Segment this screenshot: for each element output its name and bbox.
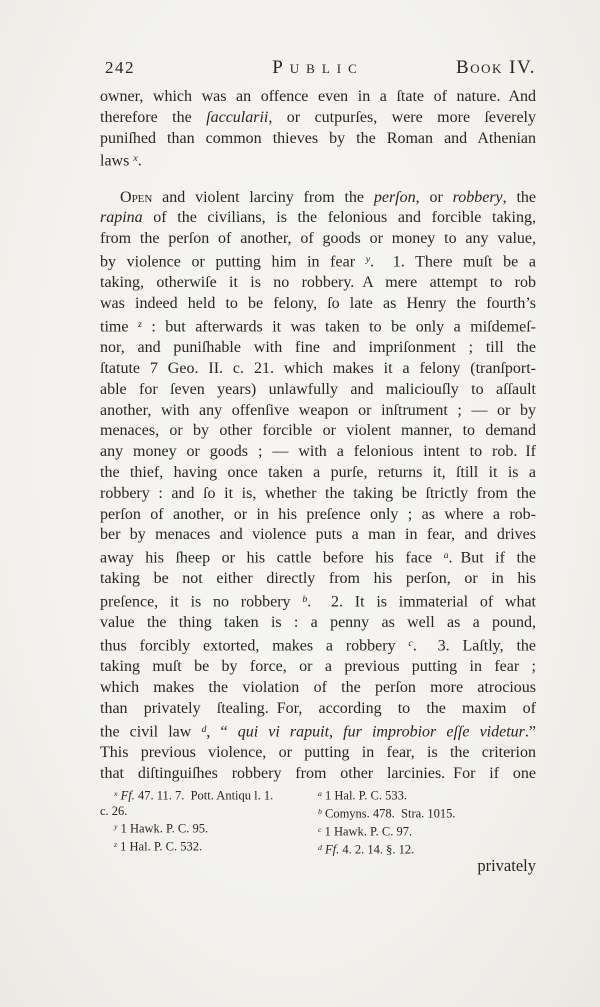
text-segment: , or cutpurſes, were more ſeverely [268,108,537,126]
text-line [100,294,536,315]
page-number: 242 [105,58,135,77]
text-segment: the civil law [100,723,202,741]
text-segment: c. 26. [100,803,128,818]
footnote-marker: b [318,806,322,816]
footnotes-left-column [100,786,318,858]
text-line [100,786,318,804]
text-segment: value the thing taken is : a penny as well as a pound, [100,614,536,632]
text-line [100,546,536,569]
text-line [100,250,536,273]
paragraph-robbery [100,188,536,785]
text-line [100,484,536,505]
text-line [100,108,536,129]
text-line [100,401,536,422]
footnote-marker: a [443,550,449,562]
text-segment: by violence or putting him in fear [100,253,366,271]
text-segment: owner, which was an offence even in a ſtate of nature. And [100,88,536,105]
text-line [100,743,536,764]
small-caps-text: ublic [289,57,364,78]
text-segment: away his ſheep or his cattle before his face [100,549,444,567]
text-line [100,678,536,699]
text-line [318,840,536,858]
text-segment: , the [502,188,537,206]
text-segment: therefore the [100,108,207,126]
text-segment: 1 Hal. P. C. 532. [117,839,203,854]
text-line [100,315,536,338]
text-segment: which makes the violation of the perſon more atrocious [100,679,536,697]
text-line [318,786,536,804]
text-segment: any money or goods ; — with a felonious intent to rob. If [100,443,536,461]
text-line [100,338,536,359]
text-segment: . 1. There muſt be a [370,253,536,271]
text-line [100,463,536,484]
footnote-marker: c [408,638,413,650]
small-caps-text: pen [131,188,153,206]
text-segment: . [137,152,142,170]
text-segment: the thief, having once taken a purſe, returns it, ſtill it is a [100,463,536,481]
body-text-block [100,87,536,785]
catchword: privately [477,856,536,875]
text-segment: . 3. Laſtly, the [412,637,536,655]
text-segment: of the civilians, is the felonious and forcible taking, [142,209,536,227]
text-segment: preſence, it is no robbery [100,593,303,611]
text-segment: Comyns. 478. Stra. 1015. [321,806,456,821]
text-line [100,229,536,250]
text-segment: This previous violence, or putting in fear, is the criterion [100,744,536,762]
text-line [100,359,536,380]
text-segment: 1 Hawk. P. C. 95. [117,821,209,836]
text-segment: taking muſt be by force, or a previous putting in fear ; [100,658,536,676]
italic-text: robbery [452,188,503,206]
text-segment: 4. 2. 14. §. 12. [339,842,415,857]
text-segment: . 2. It is immaterial of what [307,593,537,611]
text-segment: P [272,57,290,78]
text-segment: , or [415,188,453,206]
italic-text: perſon [373,188,416,206]
text-segment: : but afterwards it was taken to be only a miſdemeſ- [141,318,537,336]
text-line [100,525,536,546]
small-caps-text: ook [470,57,503,78]
text-line [100,273,536,294]
text-segment: from the perſon of another, of goods or money to any value, [100,230,536,248]
text-line [100,569,536,590]
text-segment: .” [524,723,537,741]
text-segment: taking, otherwiſe it is no robbery. A mere attempt to rob [100,274,536,292]
footnote-marker: a [318,789,322,798]
text-segment: another, with any offenſive weapon or inſtrument ; — or by [100,401,536,419]
text-line [100,590,536,613]
text-line [100,657,536,678]
text-segment: laws [100,152,134,170]
italic-text: Ff. [120,788,135,803]
text-line [100,613,536,634]
footnote-marker: b [302,594,308,606]
text-line [100,819,318,837]
text-segment: was indeed held to be felony, ſo late as Henry the fourth’s [100,295,536,313]
italic-text: rapina [100,209,143,227]
running-title [272,57,364,79]
footnote-marker: c [318,824,322,834]
footnote-marker: y [365,254,371,266]
text-line [100,699,536,720]
text-segment: B [456,57,471,78]
text-segment: able for ſeven years) unlawfully and maliciouſly to aſſault [100,380,536,398]
text-line [100,380,536,401]
text-segment: 1 Hal. P. C. 533. [321,788,407,803]
text-segment: , “ [206,723,238,741]
text-line [100,442,536,463]
text-line [100,149,536,172]
text-segment: ſtatute 7 Geo. II. c. 21. which makes it a felony (tranſport- [100,359,536,377]
text-line [100,634,536,657]
footnote-marker: x [133,153,138,165]
text-segment: that diſtinguiſhes robbery from other larcinies. For if one [100,764,536,782]
text-line [100,129,536,150]
text-segment: and violent larciny from the [152,188,374,206]
italic-text: Ff. [325,842,340,857]
italic-text: qui vi rapuit, fur improbior eſſe videtur [237,723,525,741]
paragraph-continuation [100,87,536,173]
italic-text: ſaccularii [206,108,269,126]
footnote-marker: d [318,842,322,852]
footnotes [100,786,538,858]
text-segment: puniſhed than common thieves by the Roman and Athenian [100,129,536,147]
text-segment: nor, and puniſhable with fine and impriſonment ; till the [100,339,536,357]
text-segment: O [120,188,132,206]
footnote-marker: x [114,789,118,798]
text-line [100,720,536,743]
text-segment: than privately ſtealing. For, according to the maxim of [100,700,536,718]
text-line [100,208,536,229]
text-line [100,764,536,785]
footnote-marker: y [114,822,118,832]
text-line [100,804,318,819]
text-segment: thus forcibly extorted, makes a robbery [100,637,409,655]
text-line [100,188,536,209]
text-segment: taking be not either directly from his perſon, or in his [100,570,536,588]
text-line [318,804,536,822]
text-line [100,837,318,855]
book-volume-label [456,57,536,79]
footnote-marker: d [201,723,207,735]
text-line [100,421,536,442]
text-segment: time [100,318,138,336]
text-segment: perſon of another, or in his preſence only ; as where a rob- [100,505,536,523]
text-line [100,505,536,526]
text-segment: ber by menaces and violence puts a man in fear, and drives [100,526,536,544]
footnote-marker: z [114,840,118,850]
footnotes-right-column [318,786,536,858]
footnote-marker: z [137,318,142,330]
text-segment: IV. [502,57,536,78]
running-header [100,57,536,79]
text-segment: 47. 11. 7. Pott. Antiqu l. 1. [134,788,274,803]
text-line [100,87,536,108]
text-segment: . But if the [448,549,536,567]
text-segment: 1 Hawk. P. C. 97. [321,824,413,839]
text-segment: robbery : and ſo it is, whether the taking be ſtrictly from the [100,484,536,502]
text-line [318,822,536,840]
text-segment: menaces, or by other forcible or violent manner, to demand [100,422,536,440]
